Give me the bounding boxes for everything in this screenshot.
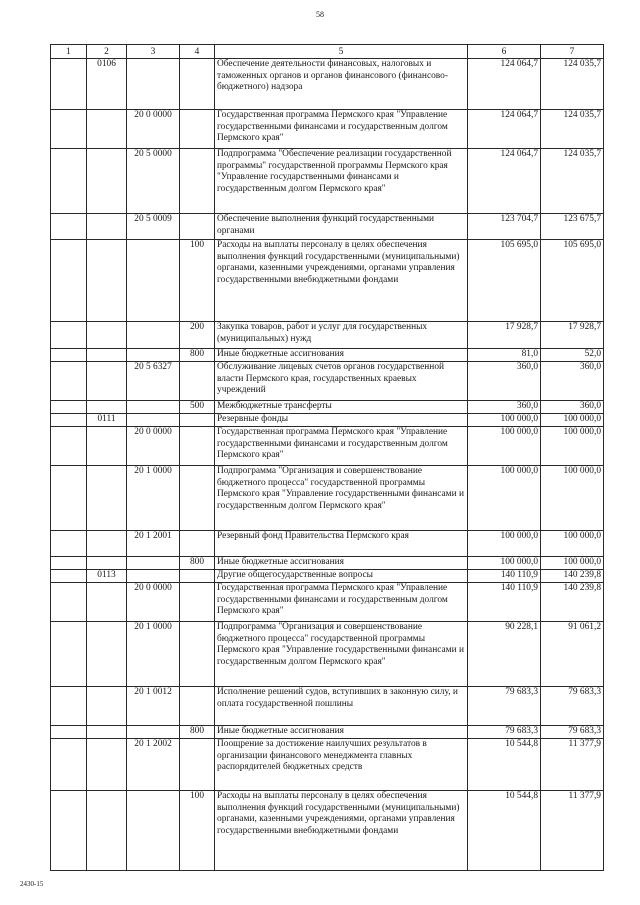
- description-cell: Государственная программа Пермского края "Управление государственными финансами и государственным долгом Пермского края": [215, 427, 468, 466]
- section-cell: [51, 401, 87, 414]
- subsection-code-cell: 0111: [87, 414, 127, 427]
- table-row: [51, 583, 604, 622]
- target-code-cell: [127, 557, 180, 570]
- table-row: [51, 557, 604, 570]
- description-cell: Обеспечение деятельности финансовых, налоговых и таможенных органов и органов финансового (финансово-бюджетного) надзора: [215, 59, 468, 110]
- section-cell: [51, 739, 87, 791]
- amount-col7-cell: 123 675,7: [541, 214, 604, 240]
- target-code-cell: 20 0 0000: [127, 427, 180, 466]
- target-code-cell: [127, 59, 180, 110]
- target-code-cell: 20 5 0009: [127, 214, 180, 240]
- expense-type-cell: [180, 687, 215, 726]
- expense-type-cell: [180, 149, 215, 214]
- description-cell: Подпрограмма "Организация и совершенствование бюджетного процесса" государственной программы Пермского края "Управление государственными финансами и государственным долгом Пермского края": [215, 466, 468, 531]
- section-cell: [51, 414, 87, 427]
- amount-col7-cell: 11 377,9: [541, 739, 604, 791]
- target-code-cell: 20 1 0012: [127, 687, 180, 726]
- amount-col7-cell: 124 035,7: [541, 149, 604, 214]
- table-row: [51, 362, 604, 401]
- section-cell: [51, 570, 87, 583]
- description-cell: Исполнение решений судов, вступивших в законную силу, и оплата государственной пошлины: [215, 687, 468, 726]
- description-cell: Государственная программа Пермского края "Управление государственными финансами и государственным долгом Пермского края": [215, 583, 468, 622]
- amount-col7-cell: 11 377,9: [541, 791, 604, 871]
- page-number: 58: [316, 10, 324, 19]
- description-cell: Межбюджетные трансферты: [215, 401, 468, 414]
- section-cell: [51, 622, 87, 687]
- amount-col7-cell: 100 000,0: [541, 466, 604, 531]
- subsection-code-cell: [87, 791, 127, 871]
- section-cell: [51, 531, 87, 557]
- expense-type-cell: [180, 466, 215, 531]
- amount-col7-cell: 100 000,0: [541, 557, 604, 570]
- description-cell: Обслуживание лицевых счетов органов государственной власти Пермского края, государственных краевых учреждений: [215, 362, 468, 401]
- column-header-7: 7: [541, 45, 604, 59]
- expense-type-cell: [180, 362, 215, 401]
- section-cell: [51, 110, 87, 149]
- description-cell: Подпрограмма "Организация и совершенствование бюджетного процесса" государственной программы Пермского края "Управление государственными финансами и государственным долгом Пермского края": [215, 622, 468, 687]
- amount-col6-cell: 124 064,7: [468, 149, 541, 214]
- target-code-cell: [127, 240, 180, 322]
- subsection-code-cell: [87, 687, 127, 726]
- amount-col6-cell: 123 704,7: [468, 214, 541, 240]
- amount-col6-cell: 79 683,3: [468, 687, 541, 726]
- description-cell: Резервные фонды: [215, 414, 468, 427]
- description-cell: Иные бюджетные ассигнования: [215, 726, 468, 739]
- table-row: [51, 322, 604, 349]
- amount-col6-cell: 105 695,0: [468, 240, 541, 322]
- amount-col6-cell: 360,0: [468, 401, 541, 414]
- amount-col7-cell: 360,0: [541, 401, 604, 414]
- table-row: [51, 110, 604, 149]
- amount-col6-cell: 100 000,0: [468, 466, 541, 531]
- section-cell: [51, 557, 87, 570]
- expense-type-cell: [180, 214, 215, 240]
- table-row: [51, 622, 604, 687]
- amount-col7-cell: 17 928,7: [541, 322, 604, 349]
- expense-type-cell: [180, 531, 215, 557]
- section-cell: [51, 322, 87, 349]
- amount-col7-cell: 105 695,0: [541, 240, 604, 322]
- column-header-6: 6: [468, 45, 541, 59]
- section-cell: [51, 59, 87, 110]
- amount-col7-cell: 124 035,7: [541, 110, 604, 149]
- column-header-1: 1: [51, 45, 87, 59]
- subsection-code-cell: [87, 214, 127, 240]
- amount-col6-cell: 140 110,9: [468, 583, 541, 622]
- column-header-2: 2: [87, 45, 127, 59]
- subsection-code-cell: [87, 739, 127, 791]
- expense-type-cell: [180, 583, 215, 622]
- section-cell: [51, 349, 87, 362]
- amount-col7-cell: 91 061,2: [541, 622, 604, 687]
- subsection-code-cell: [87, 427, 127, 466]
- expense-type-cell: 800: [180, 557, 215, 570]
- section-cell: [51, 726, 87, 739]
- budget-table: [50, 44, 604, 871]
- subsection-code-cell: [87, 401, 127, 414]
- subsection-code-cell: [87, 622, 127, 687]
- subsection-code-cell: [87, 349, 127, 362]
- subsection-code-cell: [87, 557, 127, 570]
- subsection-code-cell: [87, 726, 127, 739]
- expense-type-cell: 200: [180, 322, 215, 349]
- description-cell: Обеспечение выполнения функций государственными органами: [215, 214, 468, 240]
- target-code-cell: [127, 791, 180, 871]
- target-code-cell: 20 0 0000: [127, 110, 180, 149]
- expense-type-cell: 800: [180, 349, 215, 362]
- description-cell: Другие общегосударственные вопросы: [215, 570, 468, 583]
- description-cell: Резервный фонд Правительства Пермского края: [215, 531, 468, 557]
- subsection-code-cell: [87, 362, 127, 401]
- section-cell: [51, 687, 87, 726]
- column-header-4: 4: [180, 45, 215, 59]
- target-code-cell: 20 0 0000: [127, 583, 180, 622]
- amount-col6-cell: 360,0: [468, 362, 541, 401]
- table-row: [51, 570, 604, 583]
- target-code-cell: 20 1 0000: [127, 466, 180, 531]
- subsection-code-cell: 0113: [87, 570, 127, 583]
- expense-type-cell: [180, 622, 215, 687]
- description-cell: Расходы на выплаты персоналу в целях обеспечения выполнения функций государственными (муниципальными) органами, казенными учреждениями, органами управления государственными внебюджетными фондами: [215, 791, 468, 871]
- expense-type-cell: [180, 110, 215, 149]
- description-cell: Расходы на выплаты персоналу в целях обеспечения выполнения функций государственными (муниципальными) органами, казенными учреждениями, органами управления государственными внебюджетными фондами: [215, 240, 468, 322]
- subsection-code-cell: [87, 583, 127, 622]
- amount-col6-cell: 90 228,1: [468, 622, 541, 687]
- subsection-code-cell: [87, 466, 127, 531]
- description-cell: Подпрограмма "Обеспечение реализации государственной программы" государственной программы Пермского края "Управление государственными финансами и государственным долгом Пермского края": [215, 149, 468, 214]
- section-cell: [51, 791, 87, 871]
- amount-col6-cell: 10 544,8: [468, 791, 541, 871]
- section-cell: [51, 427, 87, 466]
- expense-type-cell: 500: [180, 401, 215, 414]
- subsection-code-cell: [87, 240, 127, 322]
- amount-col6-cell: 100 000,0: [468, 531, 541, 557]
- target-code-cell: [127, 349, 180, 362]
- amount-col7-cell: 360,0: [541, 362, 604, 401]
- description-cell: Поощрение за достижение наилучших результатов в организации финансового менеджмента главных распорядителей бюджетных средств: [215, 739, 468, 791]
- table-row: [51, 214, 604, 240]
- amount-col6-cell: 81,0: [468, 349, 541, 362]
- table-body: [51, 59, 604, 871]
- description-cell: Иные бюджетные ассигнования: [215, 349, 468, 362]
- description-cell: Государственная программа Пермского края "Управление государственными финансами и государственным долгом Пермского края": [215, 110, 468, 149]
- table-row: [51, 791, 604, 871]
- subsection-code-cell: [87, 110, 127, 149]
- target-code-cell: [127, 401, 180, 414]
- table-row: [51, 466, 604, 531]
- amount-col6-cell: 10 544,8: [468, 739, 541, 791]
- table-row: [51, 726, 604, 739]
- target-code-cell: 20 5 6327: [127, 362, 180, 401]
- section-cell: [51, 362, 87, 401]
- amount-col7-cell: 79 683,3: [541, 687, 604, 726]
- target-code-cell: 20 1 0000: [127, 622, 180, 687]
- description-cell: Закупка товаров, работ и услуг для государственных (муниципальных) нужд: [215, 322, 468, 349]
- expense-type-cell: 800: [180, 726, 215, 739]
- amount-col7-cell: 52,0: [541, 349, 604, 362]
- table-row: [51, 349, 604, 362]
- amount-col7-cell: 100 000,0: [541, 531, 604, 557]
- amount-col7-cell: 140 239,8: [541, 583, 604, 622]
- table-row: [51, 240, 604, 322]
- amount-col7-cell: 100 000,0: [541, 427, 604, 466]
- amount-col6-cell: 124 064,7: [468, 59, 541, 110]
- column-header-3: 3: [127, 45, 180, 59]
- table-row: [51, 59, 604, 110]
- amount-col7-cell: 79 683,3: [541, 726, 604, 739]
- target-code-cell: [127, 570, 180, 583]
- table-row: [51, 414, 604, 427]
- expense-type-cell: [180, 59, 215, 110]
- amount-col6-cell: 100 000,0: [468, 557, 541, 570]
- section-cell: [51, 214, 87, 240]
- footer-code: 2430-15: [20, 880, 44, 888]
- amount-col7-cell: 140 239,8: [541, 570, 604, 583]
- amount-col6-cell: 124 064,7: [468, 110, 541, 149]
- section-cell: [51, 149, 87, 214]
- target-code-cell: 20 5 0000: [127, 149, 180, 214]
- target-code-cell: 20 1 2001: [127, 531, 180, 557]
- table-row: [51, 687, 604, 726]
- target-code-cell: [127, 726, 180, 739]
- section-cell: [51, 240, 87, 322]
- table-row: [51, 401, 604, 414]
- table-header-row: [51, 45, 604, 59]
- expense-type-cell: [180, 739, 215, 791]
- amount-col6-cell: 79 683,3: [468, 726, 541, 739]
- subsection-code-cell: [87, 322, 127, 349]
- amount-col6-cell: 100 000,0: [468, 414, 541, 427]
- table-row: [51, 427, 604, 466]
- amount-col6-cell: 100 000,0: [468, 427, 541, 466]
- expense-type-cell: [180, 427, 215, 466]
- description-cell: Иные бюджетные ассигнования: [215, 557, 468, 570]
- subsection-code-cell: [87, 531, 127, 557]
- expense-type-cell: 100: [180, 240, 215, 322]
- section-cell: [51, 466, 87, 531]
- amount-col7-cell: 124 035,7: [541, 59, 604, 110]
- expense-type-cell: [180, 414, 215, 427]
- column-header-5: 5: [215, 45, 468, 59]
- target-code-cell: [127, 322, 180, 349]
- section-cell: [51, 583, 87, 622]
- table-row: [51, 531, 604, 557]
- table-row: [51, 149, 604, 214]
- subsection-code-cell: 0106: [87, 59, 127, 110]
- expense-type-cell: [180, 570, 215, 583]
- subsection-code-cell: [87, 149, 127, 214]
- target-code-cell: [127, 414, 180, 427]
- table-row: [51, 739, 604, 791]
- target-code-cell: 20 1 2002: [127, 739, 180, 791]
- amount-col7-cell: 100 000,0: [541, 414, 604, 427]
- amount-col6-cell: 140 110,9: [468, 570, 541, 583]
- amount-col6-cell: 17 928,7: [468, 322, 541, 349]
- expense-type-cell: 100: [180, 791, 215, 871]
